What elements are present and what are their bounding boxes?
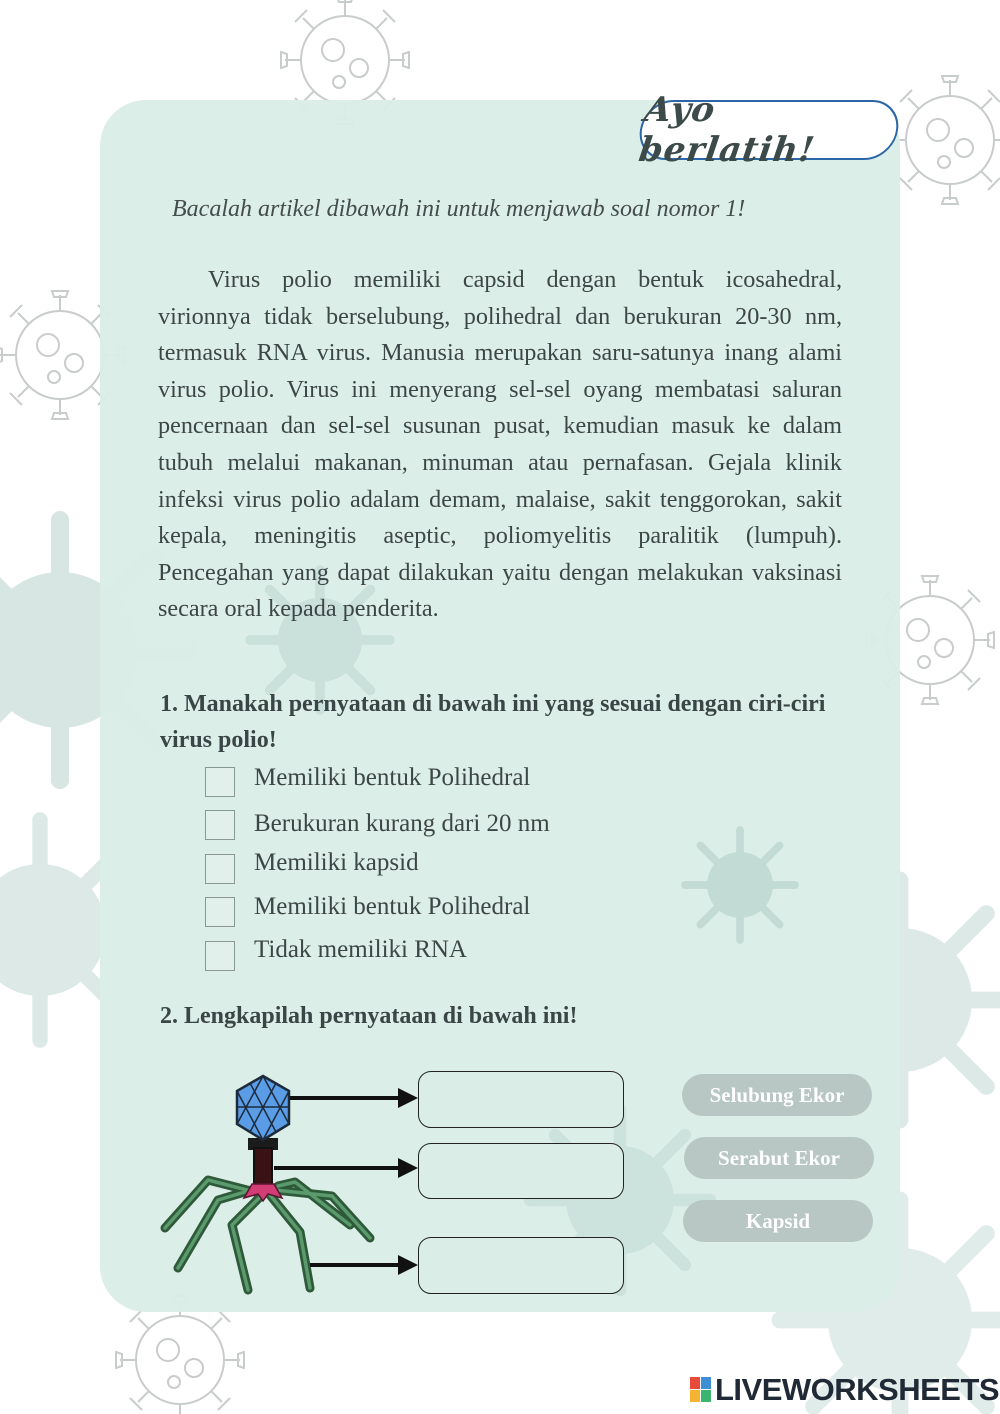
liveworksheets-logo-icon: [690, 1377, 712, 1403]
option-1-label: Memiliki bentuk Polihedral: [254, 764, 531, 791]
intro-instruction: Bacalah artikel dibawah ini untuk menjawab soal nomor 1!: [172, 196, 746, 222]
option-3-label: Memiliki kapsid: [254, 849, 419, 876]
question-2-text: 2. Lengkapilah pernyataan di bawah ini!: [160, 1003, 578, 1029]
answer-box-1[interactable]: [418, 1071, 624, 1128]
question-1-text: 1. Manakah pernyataan di bawah ini yang sesuai dengan ciri-ciri virus polio!: [160, 691, 826, 753]
answer-box-3[interactable]: [418, 1237, 624, 1294]
choice-serabut-ekor[interactable]: Serabut Ekor: [684, 1137, 874, 1179]
badge-title: Ayo berlatih!: [636, 90, 818, 170]
answer-box-2[interactable]: [418, 1143, 624, 1199]
choice-kapsid[interactable]: Kapsid: [683, 1200, 873, 1242]
phage-capsid: [237, 1076, 289, 1140]
option-4-label: Memiliki bentuk Polihedral: [254, 893, 531, 920]
option-2-label: Berukuran kurang dari 20 nm: [254, 810, 550, 837]
article-text: Virus polio memiliki capsid dengan bentuk icosahedral, virionnya tidak berselubung, polihedral dan berukuran 20-30 nm, termasuk RNA virus. Manusia merupakan saru-satunya inang alami virus polio. Virus ini menyerang sel-sel oyang membatasi saluran pencernaan dan sel-sel susunan pusat, kemudian masuk ke dalam tubuh melalui makanan, minuman atau pernafasan. Gejala klinik infeksi virus polio adalam demam, malaise, sakit tenggorokan, sakit kepala, meningitis aseptic, poliomyelitis paralitik (lumpuh). Pencegahan yang dapat dilakukan yaitu dengan melakukan vaksinasi secara oral kepada penderita.: [158, 266, 842, 623]
brand-name: LIVEWORKSHEETS: [715, 1372, 1000, 1407]
option-5-label: Tidak memiliki RNA: [254, 936, 467, 963]
liveworksheets-logo: [690, 1372, 999, 1408]
choice-selubung-ekor[interactable]: Selubung Ekor: [682, 1074, 872, 1116]
